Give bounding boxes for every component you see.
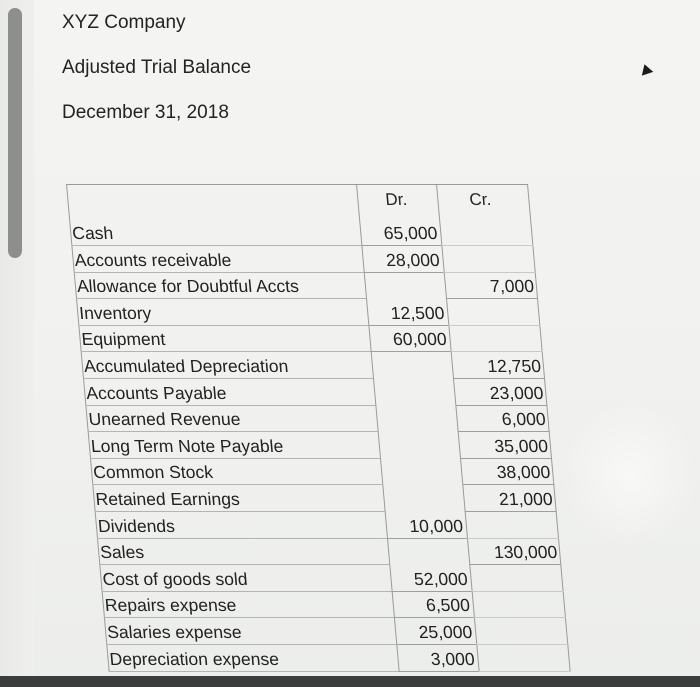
table-row (71, 247, 535, 273)
debit-cell (364, 273, 446, 299)
credit-cell (465, 513, 559, 539)
credit-cell: 130,000 (467, 539, 561, 565)
table-row (95, 513, 559, 539)
photo-glare (560, 400, 700, 550)
trial-balance-table (66, 184, 571, 672)
credit-cell: 12,750 (451, 353, 545, 379)
table-row (81, 353, 545, 379)
account-name: Allowance for Doubtful Accts (76, 276, 300, 297)
mouse-cursor-icon (639, 62, 654, 75)
account-name: Equipment (80, 329, 167, 350)
credit-cell: 6,000 (455, 406, 549, 432)
debit-cell: 65,000 (359, 220, 441, 246)
account-name: Retained Earnings (94, 489, 241, 509)
account-name: Accounts receivable (73, 249, 233, 270)
credit-cell: 35,000 (458, 433, 552, 459)
account-name: Repairs expense (103, 595, 238, 616)
account-name: Dividends (97, 515, 176, 536)
table-row (78, 326, 542, 352)
credit-cell (476, 646, 570, 672)
table-row (92, 486, 556, 512)
company-name: XYZ Company (62, 12, 186, 33)
account-name: Cost of goods sold (101, 568, 249, 589)
debit-cell: 52,000 (389, 566, 471, 592)
credit-cell: 38,000 (460, 459, 554, 485)
bottom-taskbar (0, 676, 700, 687)
debit-cell (373, 380, 455, 406)
table-row (106, 646, 570, 672)
debit-cell (375, 406, 457, 432)
table-row (83, 380, 547, 406)
account-name: Depreciation expense (108, 648, 280, 669)
credit-cell: 7,000 (444, 273, 538, 299)
debit-cell: 6,500 (392, 592, 474, 618)
dr-column-header: Dr. (384, 190, 408, 209)
credit-cell (472, 592, 566, 618)
account-underline (109, 671, 399, 672)
table-row (97, 539, 561, 565)
scrollbar-track[interactable] (0, 0, 34, 687)
debit-cell: 60,000 (368, 326, 450, 352)
account-name: Inventory (78, 302, 153, 323)
debit-cell: 25,000 (394, 619, 476, 645)
credit-cell (474, 619, 568, 645)
table-row (85, 406, 549, 432)
cr-column-header: Cr. (468, 190, 492, 209)
debit-cell: 3,000 (396, 646, 478, 672)
report-title: Adjusted Trial Balance (62, 57, 252, 78)
credit-cell (448, 326, 542, 352)
debit-cell: 10,000 (385, 513, 467, 539)
table-row (90, 459, 554, 485)
debit-cell (380, 459, 462, 485)
debit-cell: 28,000 (361, 247, 443, 273)
table-row (74, 273, 538, 299)
table-row (69, 220, 533, 246)
debit-cell (382, 486, 464, 512)
table-row (104, 619, 568, 645)
table-row (102, 592, 566, 618)
account-name: Cash (71, 223, 115, 243)
report-date: December 31, 2018 (62, 102, 229, 123)
account-name: Salaries expense (106, 622, 243, 642)
account-name: Accounts Payable (85, 382, 228, 403)
debit-cell (387, 539, 469, 565)
table-row (88, 433, 552, 459)
account-name: Common Stock (92, 462, 214, 483)
debit-cell (378, 433, 460, 459)
account-name: Long Term Note Payable (90, 435, 285, 456)
table-row (76, 300, 540, 326)
account-name: Accumulated Depreciation (83, 356, 290, 376)
credit-cell: 23,000 (453, 380, 547, 406)
credit-cell: 21,000 (462, 486, 556, 512)
credit-cell (441, 247, 535, 273)
credit-cell (439, 220, 533, 246)
scrollbar-thumb[interactable] (8, 8, 22, 258)
credit-cell (446, 300, 540, 326)
account-name: Unearned Revenue (87, 409, 242, 430)
debit-cell: 12,500 (366, 300, 448, 326)
table-row (99, 566, 563, 592)
account-name: Sales (99, 542, 145, 563)
debit-cell (371, 353, 453, 379)
credit-cell (469, 566, 563, 592)
